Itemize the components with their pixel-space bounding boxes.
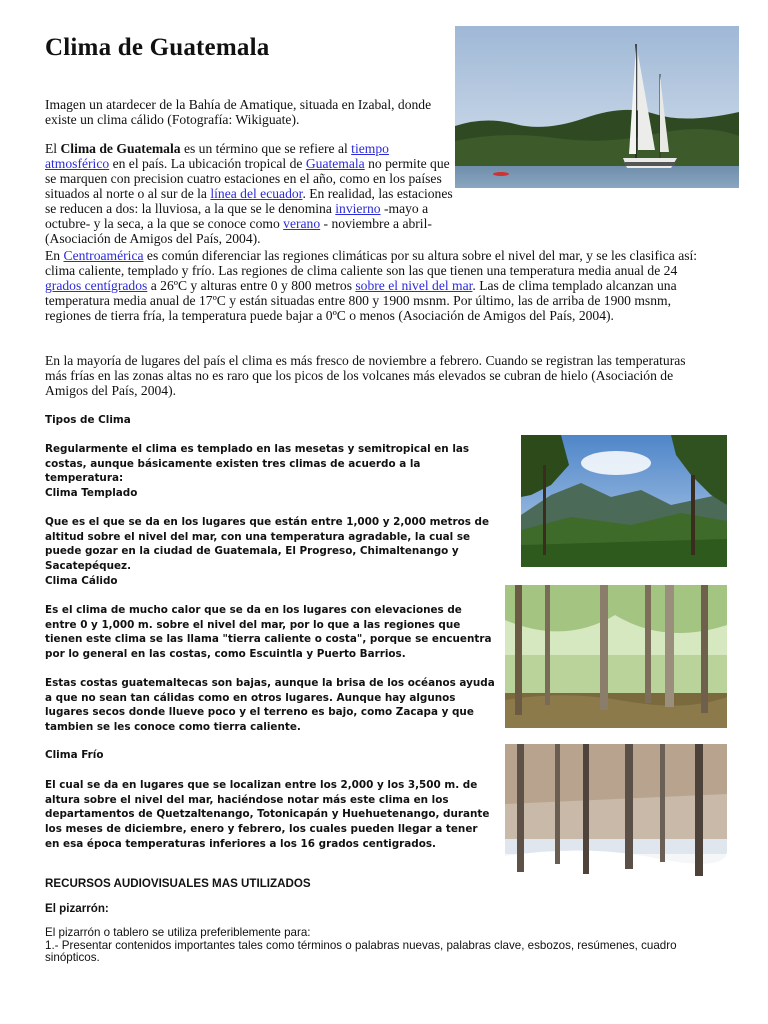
text-segment: es común diferenciar las regiones climáticas por su altura sobre el nivel del mar, y se les clasifica así: clima caliente, templado y frío. Las regiones de clima caliente son las que tienen una temperatura media anual de 24 — [45, 248, 698, 278]
heading-recursos: RECURSOS AUDIOVISUALES MAS UTILIZADOS — [45, 877, 311, 890]
text-segment: a 26ºC y alturas entre 0 y 800 metros — [147, 278, 356, 293]
mountain-forest-photo — [521, 435, 727, 567]
text-segment: -mayo a octubre- y la seca, a la que se conoce como — [45, 201, 429, 231]
link-invierno[interactable]: invierno — [335, 201, 381, 216]
snowy-forest-photo — [505, 744, 727, 887]
photo-caption: Imagen un atardecer de la Bahía de Amatique, situada en Izabal, donde existe un clima cálido (Fotografía: Wikiguate). — [45, 97, 432, 127]
text-segment: . En realidad, las estaciones se reducen a dos: la lluviosa, a la que se le denomina — [45, 186, 453, 216]
page-title: Clima de Guatemala — [45, 34, 270, 61]
link-grados-centigrados[interactable]: grados centígrados — [45, 278, 148, 293]
text-segment: en el país. La ubicación tropical de — [109, 156, 306, 171]
text-pizarron-item-1: 1.- Presentar contenidos importantes tales como términos o palabras nuevas, palabras clave, esbozos, resúmenes, cuadro sinópticos. — [45, 938, 677, 964]
heading-clima-templado: Clima Templado — [45, 487, 138, 499]
link-guatemala[interactable]: Guatemala — [305, 156, 365, 171]
deciduous-forest-photo — [505, 585, 727, 728]
text-segment: es un término que se refiere al — [180, 141, 352, 156]
paragraph-intro — [45, 141, 740, 246]
link-sobre-el-nivel-del-mar[interactable]: sobre el nivel del mar — [355, 278, 473, 293]
text-segment: . Las de clima templado alcanzan una temperatura media anual de 17ºC y están situadas entre 800 y 1900 msnm. Por último, las de arriba de 1900 msnm, regiones de tierra fría, la temperatura puede bajar a 0ºC o menos (Asociación de Amigos del País, 2004). — [45, 278, 677, 323]
link-centroamerica[interactable]: Centroamérica — [63, 248, 144, 263]
paragraph-regions — [45, 248, 713, 323]
link-tiempo-atmosferico[interactable]: tiempo atmosférico — [45, 141, 389, 171]
heading-clima-calido: Clima Cálido — [45, 575, 118, 587]
text-pizarron-intro: El pizarrón o tablero se utiliza preferiblemente para: — [45, 926, 311, 939]
text-segment: En — [45, 248, 64, 263]
text-clima-templado: Que es el que se da en los lugares que están entre 1,000 y 2,000 metros de altitud sobre el nivel del mar, con una temperatura agradable, la cual se puede gozar en la ciudad de Guatemala, El Progreso, Chimaltenango y Sacatepéquez. — [45, 516, 490, 573]
heading-pizarron: El pizarrón: — [45, 902, 109, 915]
text-clima-calido-1: Es el clima de mucho calor que se da en los lugares con elevaciones de entre 0 y 1,000 m. sobre el nivel del mar, por lo que a las regiones que tienen este clima se las llama "tierra caliente o costa", porque se encuentra por lo general en las costas, como Escuintla y Puerto Barrios. — [45, 604, 492, 661]
paragraph-intro-text — [45, 141, 455, 246]
text-clima-frio: El cual se da en lugares que se localizan entre los 2,000 y los 3,500 m. de altura sobre el nivel del mar, haciéndose notar más este clima en los departamentos de Quetzaltenango, Totonicapán y Huehuetenango, durante los meses de diciembre, enero y febrero, los cuales pueden llegar a tener en esa época temperaturas inferiores a los 16 grados centigrados. — [45, 779, 490, 850]
text-segment: no permite que se marquen con precision cuatro estaciones en el año, como en los países situados al norte o al sur de la — [45, 156, 450, 201]
text-segment: - noviembre a abril- (Asociación de Amigos del País, 2004). — [45, 216, 432, 246]
tipos-intro: Regularmente el clima es templado en las mesetas y semitropical en las costas, aunque básicamente existen tres climas de acuerdo a la temperatura: — [45, 443, 470, 485]
text-segment: El — [45, 141, 61, 156]
link-linea-del-ecuador[interactable]: línea del ecuador — [210, 186, 303, 201]
link-verano[interactable]: verano — [283, 216, 321, 231]
paragraph-cold-season: En la mayoría de lugares del país el clima es más fresco de noviembre a febrero. Cuando se registran las temperaturas más frías en las zonas altas no es raro que los picos de los volcanes más elevados se cubran de hielo (Asociación de Amigos del País, 2004). — [45, 353, 686, 398]
section-heading-tipos: Tipos de Clima — [45, 414, 131, 426]
text-clima-calido-2: Estas costas guatemaltecas son bajas, aunque la brisa de los océanos ayuda a que no sean tan cálidas como en otros lugares. Aunque hay algunos lugares secos donde llueve poco y el terreno es bajo, como Zacapa y que tambien se les conoce como tierra caliente. — [45, 677, 495, 734]
bold-term: Clima de Guatemala — [60, 141, 181, 156]
heading-clima-frio: Clima Frío — [45, 749, 104, 761]
